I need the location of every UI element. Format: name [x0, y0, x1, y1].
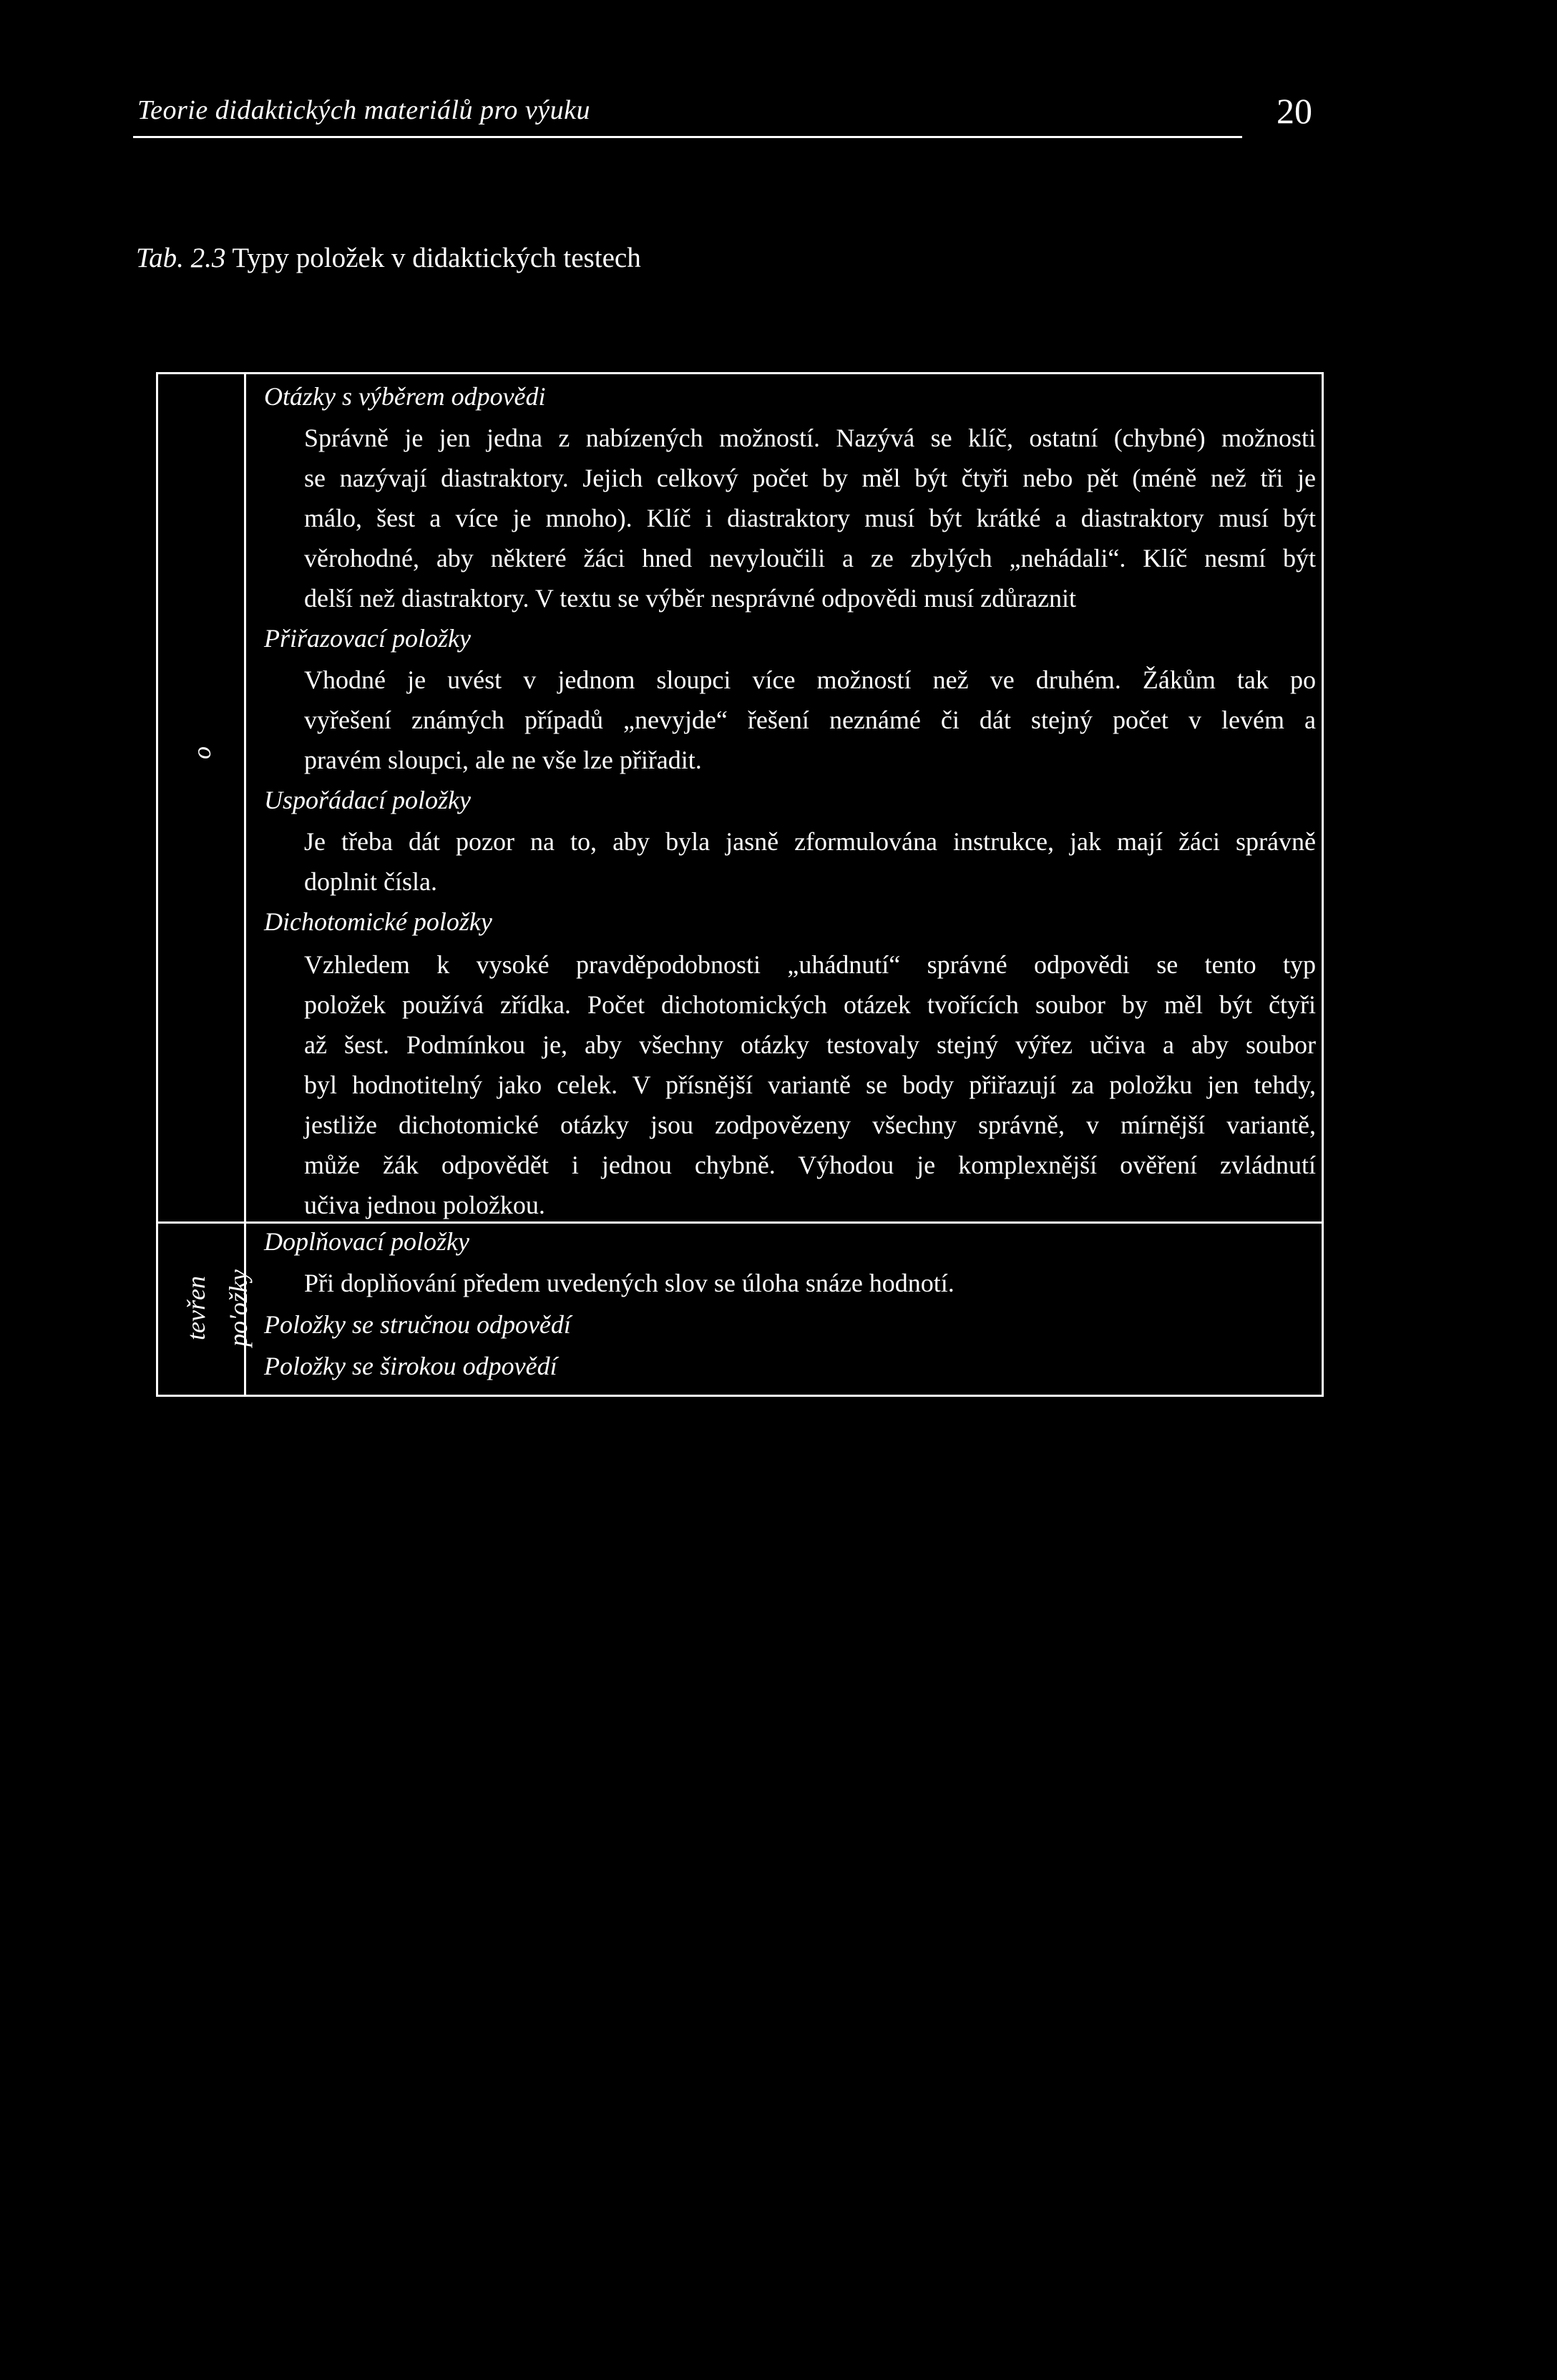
section-text-line: byl hodnotitelný jako celek. V přísnější variantě se body přiřazují za položku jen tehdy, [304, 1070, 1316, 1099]
section-text-line: se nazývají diastraktory. Jejich celkový počet by měl být čtyři nebo pět (méně než tři je [304, 464, 1316, 492]
section-heading: Uspořádací položky [264, 786, 471, 814]
section-text-line: věrohodné, aby některé žáci hned nevyloučili a ze zbylých „nehádali“. Klíč nesmí být [304, 544, 1316, 572]
section-heading: Dichotomické položky [264, 907, 492, 936]
section-heading: Doplňovací položky [264, 1227, 469, 1256]
side-label-lower-right: po'ožky [223, 1269, 253, 1347]
section-heading: Přiřazovací položky [264, 624, 471, 653]
section-text-line: může žák odpovědět i jednou chybně. Výhodou je komplexnější ověření zvládnutí [304, 1151, 1316, 1179]
table-label: Tab. 2.3 [136, 243, 226, 273]
section-text-line: Při doplňování předem uvedených slov se úloha snáze hodnotí. [304, 1269, 955, 1297]
section-text-line: položek používá zřídka. Počet dichotomických otázek tvořících soubor by měl být čtyři [304, 990, 1316, 1019]
page-number: 20 [1277, 91, 1312, 131]
section-text-line: vyřešení známých případů „nevyjde“ řešení neznámé či dát stejný počet v levém a [304, 706, 1316, 734]
section-text-line: jestliže dichotomické otázky jsou zodpovězeny všechny správně, v mírnější variantě, [304, 1111, 1316, 1139]
side-label-upper: o [187, 746, 216, 759]
section-text-line: doplnit čísla. [304, 867, 437, 896]
running-title: Teorie didaktických materiálů pro výuku [137, 95, 590, 125]
row-divider [158, 1221, 1322, 1224]
section-heading: Položky se stručnou odpovědí [264, 1310, 571, 1339]
section-text-line: delší než diastraktory. V textu se výběr nesprávné odpovědi musí zdůraznit [304, 584, 1077, 613]
header-rule [133, 136, 1242, 138]
section-text-line: pravém sloupci, ale ne vše lze přiřadit. [304, 746, 702, 774]
section-text-line: až šest. Podmínkou je, aby všechny otázky testovaly stejný výřez učiva a aby soubor [304, 1030, 1316, 1059]
column-divider [244, 374, 246, 1395]
section-heading: Otázky s výběrem odpovědi [264, 382, 546, 411]
side-label-lower-left: tevřen [181, 1276, 210, 1340]
section-text-line: Je třeba dát pozor na to, aby byla jasně zformulována instrukce, jak mají žáci správně [304, 827, 1316, 856]
table-caption-text: Typy položek v didaktických testech [232, 243, 641, 273]
section-heading: Položky se širokou odpovědí [264, 1352, 557, 1380]
section-text-line: Správně je jen jedna z nabízených možností. Nazývá se klíč, ostatní (chybné) možnosti [304, 424, 1316, 452]
section-text-line: Vhodné je uvést v jednom sloupci více možností než ve druhém. Žákům tak po [304, 665, 1316, 694]
item-types-table [156, 372, 1324, 1397]
section-text-line: málo, šest a více je mnoho). Klíč i diastraktory musí být krátké a diastraktory musí být [304, 504, 1316, 532]
table-caption [136, 242, 641, 274]
section-text-line: Vzhledem k vysoké pravděpodobnosti „uhádnutí“ správné odpovědi se tento typ [304, 950, 1316, 979]
section-text-line: učiva jednou položkou. [304, 1191, 545, 1219]
page-header [133, 87, 1312, 137]
